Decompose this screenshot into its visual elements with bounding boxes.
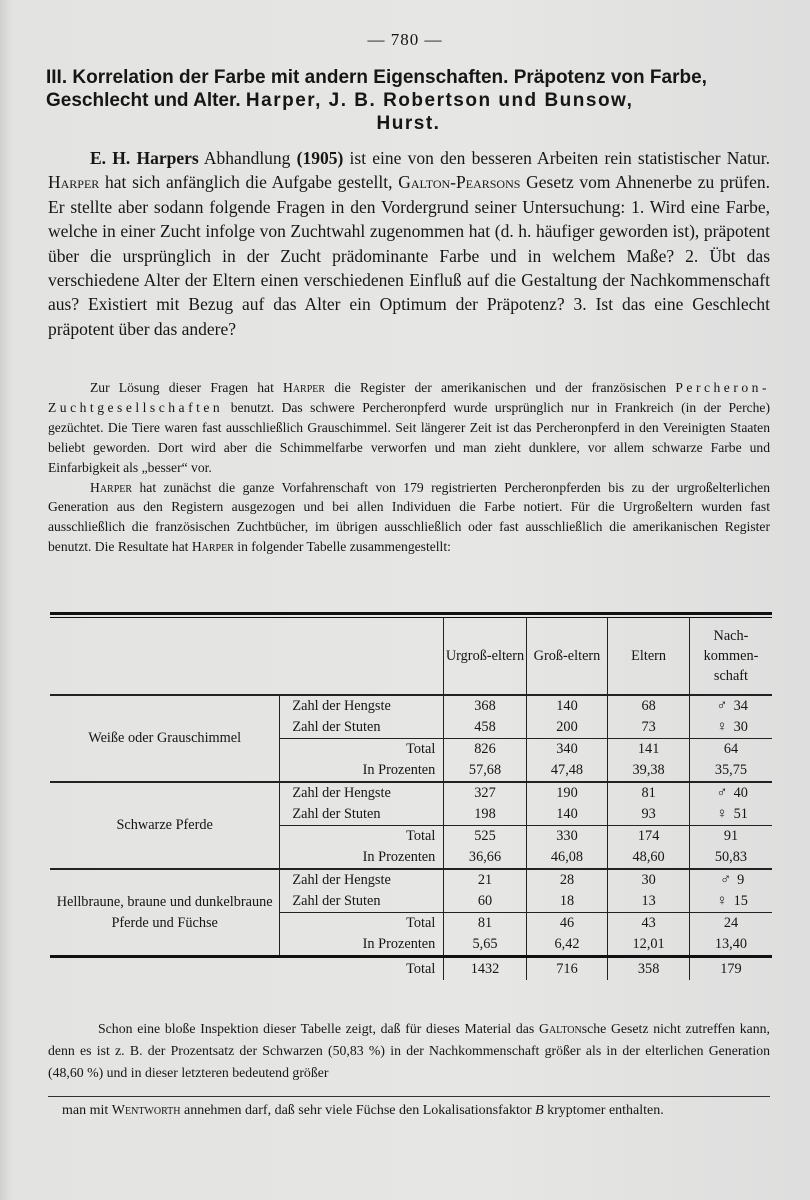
heading-line-2b: Harper, J. B. Robertson und Bunsow, bbox=[245, 90, 634, 111]
row-label: Zahl der Hengste bbox=[280, 782, 444, 804]
table-header-row bbox=[50, 618, 772, 695]
empty-cell bbox=[50, 957, 280, 981]
text-segment: sche Gesetz nicht zutreffen kann, denn es ist z. B. der Prozentsatz der Schwarzen (50,83 %) in der Nachkommenschaft größer als in der elterlichen Generation (48,60 %) und in dieser letzteren bedeutend größer bbox=[48, 1021, 770, 1080]
male-symbol: ♂ bbox=[719, 872, 732, 888]
table-cell: 30 bbox=[608, 869, 690, 891]
table-cell-offspring bbox=[689, 826, 772, 848]
text-segment: benutzt. Das schwere Percheronpferd wurde ursprünglich nur in Frankreich (in der Perche) gezüchtet. Die Tiere waren fast ausschließlich Grauschimmel. Seit längerer Zeit ist das Percheronpferd in den Vereinigten Staaten beliebt geworden. Dort wird aber die Schimmelfarbe verworfen und man zieht dunklere, vor allem schwarze Farbe und Einfarbigkeit als „besser“ vor. bbox=[48, 399, 770, 475]
table-cell: 81 bbox=[444, 913, 526, 935]
text-segment: in folgender Tabelle zusammengestellt: bbox=[233, 539, 451, 555]
table-cell: 6,42 bbox=[526, 934, 608, 957]
row-label: In Prozenten bbox=[280, 760, 444, 782]
offspring-value: 34 bbox=[733, 698, 748, 714]
text-segment: hat sich anfänglich die Aufgabe gestellt, bbox=[99, 172, 399, 193]
offspring-value: 40 bbox=[733, 785, 748, 801]
table-cell: 174 bbox=[608, 826, 690, 848]
text-segment: die Register der amerikanischen und der französischen bbox=[325, 380, 676, 395]
grand-total-cell: 1432 bbox=[444, 957, 526, 981]
text-segment: man mit bbox=[62, 1103, 112, 1118]
text-segment: Zur Lösung dieser Fragen hat bbox=[90, 380, 283, 395]
table-cell: 200 bbox=[526, 717, 608, 739]
text-segment: Gesetz vom Ahnenerbe zu prüfen. Er stellte aber sodann folgende Fragen in den Vordergrund seiner Untersuchung: 1. Wird eine Farbe, welche in einer Zucht infolge von Zuchtwahl zugenommen hat (d. h. häufiger geworden ist), präpotent über die ursprünglich in der Zucht prädominante Farbe und in welchem Maße? 2. Übt das verschiedene Alter der Eltern einen verschiedenen Einfluß auf die Gestaltung der Nachkommenschaft aus? Existiert mit Bezug auf das Alter ein Optimum der Präpotenz? 3. Ist das eine Geschlecht präpotent über das andere? bbox=[48, 172, 770, 339]
table-cell-offspring bbox=[689, 891, 772, 913]
row-label: Total bbox=[280, 826, 444, 848]
table-cell: 13 bbox=[608, 891, 690, 913]
factor-b: B bbox=[535, 1103, 544, 1118]
category-label: Hellbraune, braune und dunkelbraune Pferde und Füchse bbox=[50, 869, 280, 957]
closing-paragraph bbox=[48, 1018, 770, 1084]
text-segment: kryptomer enthalten. bbox=[543, 1103, 664, 1118]
table-cell: 140 bbox=[526, 804, 608, 826]
offspring-value: 50,83 bbox=[714, 849, 748, 865]
table-cell: 39,38 bbox=[608, 760, 690, 782]
grand-total-cell: 179 bbox=[689, 957, 772, 981]
table-cell: 68 bbox=[608, 695, 690, 717]
offspring-value: 35,75 bbox=[714, 762, 748, 778]
text-segment: Schon eine bloße Inspektion dieser Tabelle zeigt, daß für dieses Material das bbox=[98, 1021, 539, 1036]
text-segment: Abhandlung bbox=[198, 148, 297, 168]
table-cell: 5,65 bbox=[444, 934, 526, 957]
table-cell: 340 bbox=[526, 739, 608, 761]
table-cell-offspring bbox=[689, 847, 772, 869]
offspring-value: 51 bbox=[733, 806, 748, 822]
table-cell: 46 bbox=[526, 913, 608, 935]
category-label: Weiße oder Grauschimmel bbox=[50, 695, 280, 782]
row-label: Zahl der Stuten bbox=[280, 891, 444, 913]
table-cell: 73 bbox=[608, 717, 690, 739]
table-cell: 525 bbox=[444, 826, 526, 848]
header-urgrosseltern bbox=[444, 618, 526, 695]
name-harper: Harper bbox=[48, 172, 100, 193]
main-paragraph bbox=[48, 146, 770, 341]
text-segment: hat zunächst die ganze Vorfahrenschaft von 179 registrierten Percheronpferden bis zu der urgroßelterlichen Generation aus den Registern ausgezogen und bei allen Individuen die Farbe notiert. Für die Urgroßeltern wurden fast ausschließlich die französischen Zuchtbücher, im übrigen ausschließlich oder fast ausschließlich die amerikanischen Register benutzt. Die Resultate hat bbox=[48, 479, 770, 555]
grand-total-cell: 716 bbox=[526, 957, 608, 981]
table-cell: 21 bbox=[444, 869, 526, 891]
header-text: Urgroß-eltern bbox=[445, 648, 525, 664]
table-cell: 81 bbox=[608, 782, 690, 804]
name-wentworth: Wentworth bbox=[111, 1103, 181, 1118]
table-cell: 36,66 bbox=[444, 847, 526, 869]
male-symbol: ♂ bbox=[716, 698, 728, 714]
row-label: Zahl der Stuten bbox=[280, 717, 444, 739]
grand-total-row bbox=[50, 957, 772, 981]
footnote-rule bbox=[48, 1096, 770, 1097]
author-name: E. H. Harpers bbox=[90, 148, 199, 168]
year: (1905) bbox=[296, 148, 344, 168]
offspring-value: 15 bbox=[733, 893, 748, 909]
small-paragraphs bbox=[48, 378, 770, 557]
grand-total-cell: 358 bbox=[608, 957, 690, 981]
text-segment: ist eine von den besseren Arbeiten rein statistischer Natur. bbox=[343, 148, 770, 168]
table-cell: 60 bbox=[444, 891, 526, 913]
table-cell: 458 bbox=[444, 717, 526, 739]
table-cell-offspring bbox=[689, 695, 772, 717]
table-cell: 93 bbox=[608, 804, 690, 826]
table-cell: 28 bbox=[526, 869, 608, 891]
offspring-value: 24 bbox=[723, 915, 739, 931]
offspring-value: 64 bbox=[723, 741, 739, 757]
table-cell: 18 bbox=[526, 891, 608, 913]
row-label: In Prozenten bbox=[280, 934, 444, 957]
footnote bbox=[62, 1100, 774, 1122]
header-grosseltern bbox=[526, 618, 608, 695]
section-heading bbox=[46, 66, 771, 135]
header-nachkommenschaft bbox=[689, 618, 772, 695]
heading-line-1: III. Korrelation der Farbe mit andern Eigenschaften. Präpotenz von bbox=[46, 67, 645, 88]
table-cell: 43 bbox=[608, 913, 690, 935]
header-eltern bbox=[608, 618, 690, 695]
female-symbol: ♀ bbox=[716, 893, 728, 909]
row-label: Zahl der Hengste bbox=[280, 695, 444, 717]
table-cell: 57,68 bbox=[444, 760, 526, 782]
male-symbol: ♂ bbox=[716, 785, 728, 801]
heading-line-2a: Farbe, Geschlecht und Alter. bbox=[46, 67, 707, 111]
offspring-value: 13,40 bbox=[714, 936, 748, 952]
text-segment: annehmen darf, daß sehr viele Füchse den Lokalisationsfaktor bbox=[180, 1103, 536, 1118]
table-cell: 826 bbox=[444, 739, 526, 761]
table-cell: 141 bbox=[608, 739, 690, 761]
table-cell: 46,08 bbox=[526, 847, 608, 869]
table-cell-offspring bbox=[689, 782, 772, 804]
name-harper: Harper bbox=[283, 380, 326, 395]
name-harper: Harper bbox=[191, 539, 234, 555]
header-blank bbox=[50, 618, 444, 695]
row-label: Zahl der Stuten bbox=[280, 804, 444, 826]
table-cell: 327 bbox=[444, 782, 526, 804]
header-text: Eltern bbox=[631, 648, 667, 664]
offspring-value: 30 bbox=[733, 719, 748, 735]
row-label: Total bbox=[280, 913, 444, 935]
table-cell: 330 bbox=[526, 826, 608, 848]
grand-total-label: Total bbox=[280, 957, 444, 981]
row-label: Total bbox=[280, 739, 444, 761]
table-cell-offspring bbox=[689, 760, 772, 782]
offspring-value: 91 bbox=[723, 828, 739, 844]
header-text: Nach-kommen-schaft bbox=[703, 628, 759, 684]
row-label: In Prozenten bbox=[280, 847, 444, 869]
table-cell: 198 bbox=[444, 804, 526, 826]
row-label: Zahl der Hengste bbox=[280, 869, 444, 891]
table-cell: 47,48 bbox=[526, 760, 608, 782]
table-cell-offspring bbox=[689, 913, 772, 935]
table-cell-offspring bbox=[689, 869, 772, 891]
category-label: Schwarze Pferde bbox=[50, 782, 280, 869]
table-cell: 190 bbox=[526, 782, 608, 804]
table-row bbox=[50, 869, 772, 891]
table-row bbox=[50, 695, 772, 717]
table-cell: 140 bbox=[526, 695, 608, 717]
table-cell-offspring bbox=[689, 717, 772, 739]
table-row bbox=[50, 782, 772, 804]
table-cell: 48,60 bbox=[608, 847, 690, 869]
header-text: Groß-eltern bbox=[533, 648, 601, 664]
name-galton-pearson: Galton-Pearsons bbox=[398, 172, 521, 193]
table-cell-offspring bbox=[689, 739, 772, 761]
table-cell-offspring bbox=[689, 934, 772, 957]
table-top-rule bbox=[50, 612, 772, 615]
table-cell-offspring bbox=[689, 804, 772, 826]
table-cell: 12,01 bbox=[608, 934, 690, 957]
table-cell: 368 bbox=[444, 695, 526, 717]
offspring-value: 9 bbox=[737, 872, 745, 888]
name-galton: Galton bbox=[539, 1021, 582, 1036]
spaced-term: Percheron-Zuchtgesellschaften bbox=[48, 380, 770, 415]
name-harper: Harper bbox=[90, 479, 133, 495]
female-symbol: ♀ bbox=[716, 719, 728, 735]
data-table bbox=[50, 612, 772, 980]
heading-line-3: Hurst. bbox=[376, 113, 441, 134]
page-number: — 780 — bbox=[367, 30, 443, 49]
female-symbol: ♀ bbox=[716, 806, 728, 822]
